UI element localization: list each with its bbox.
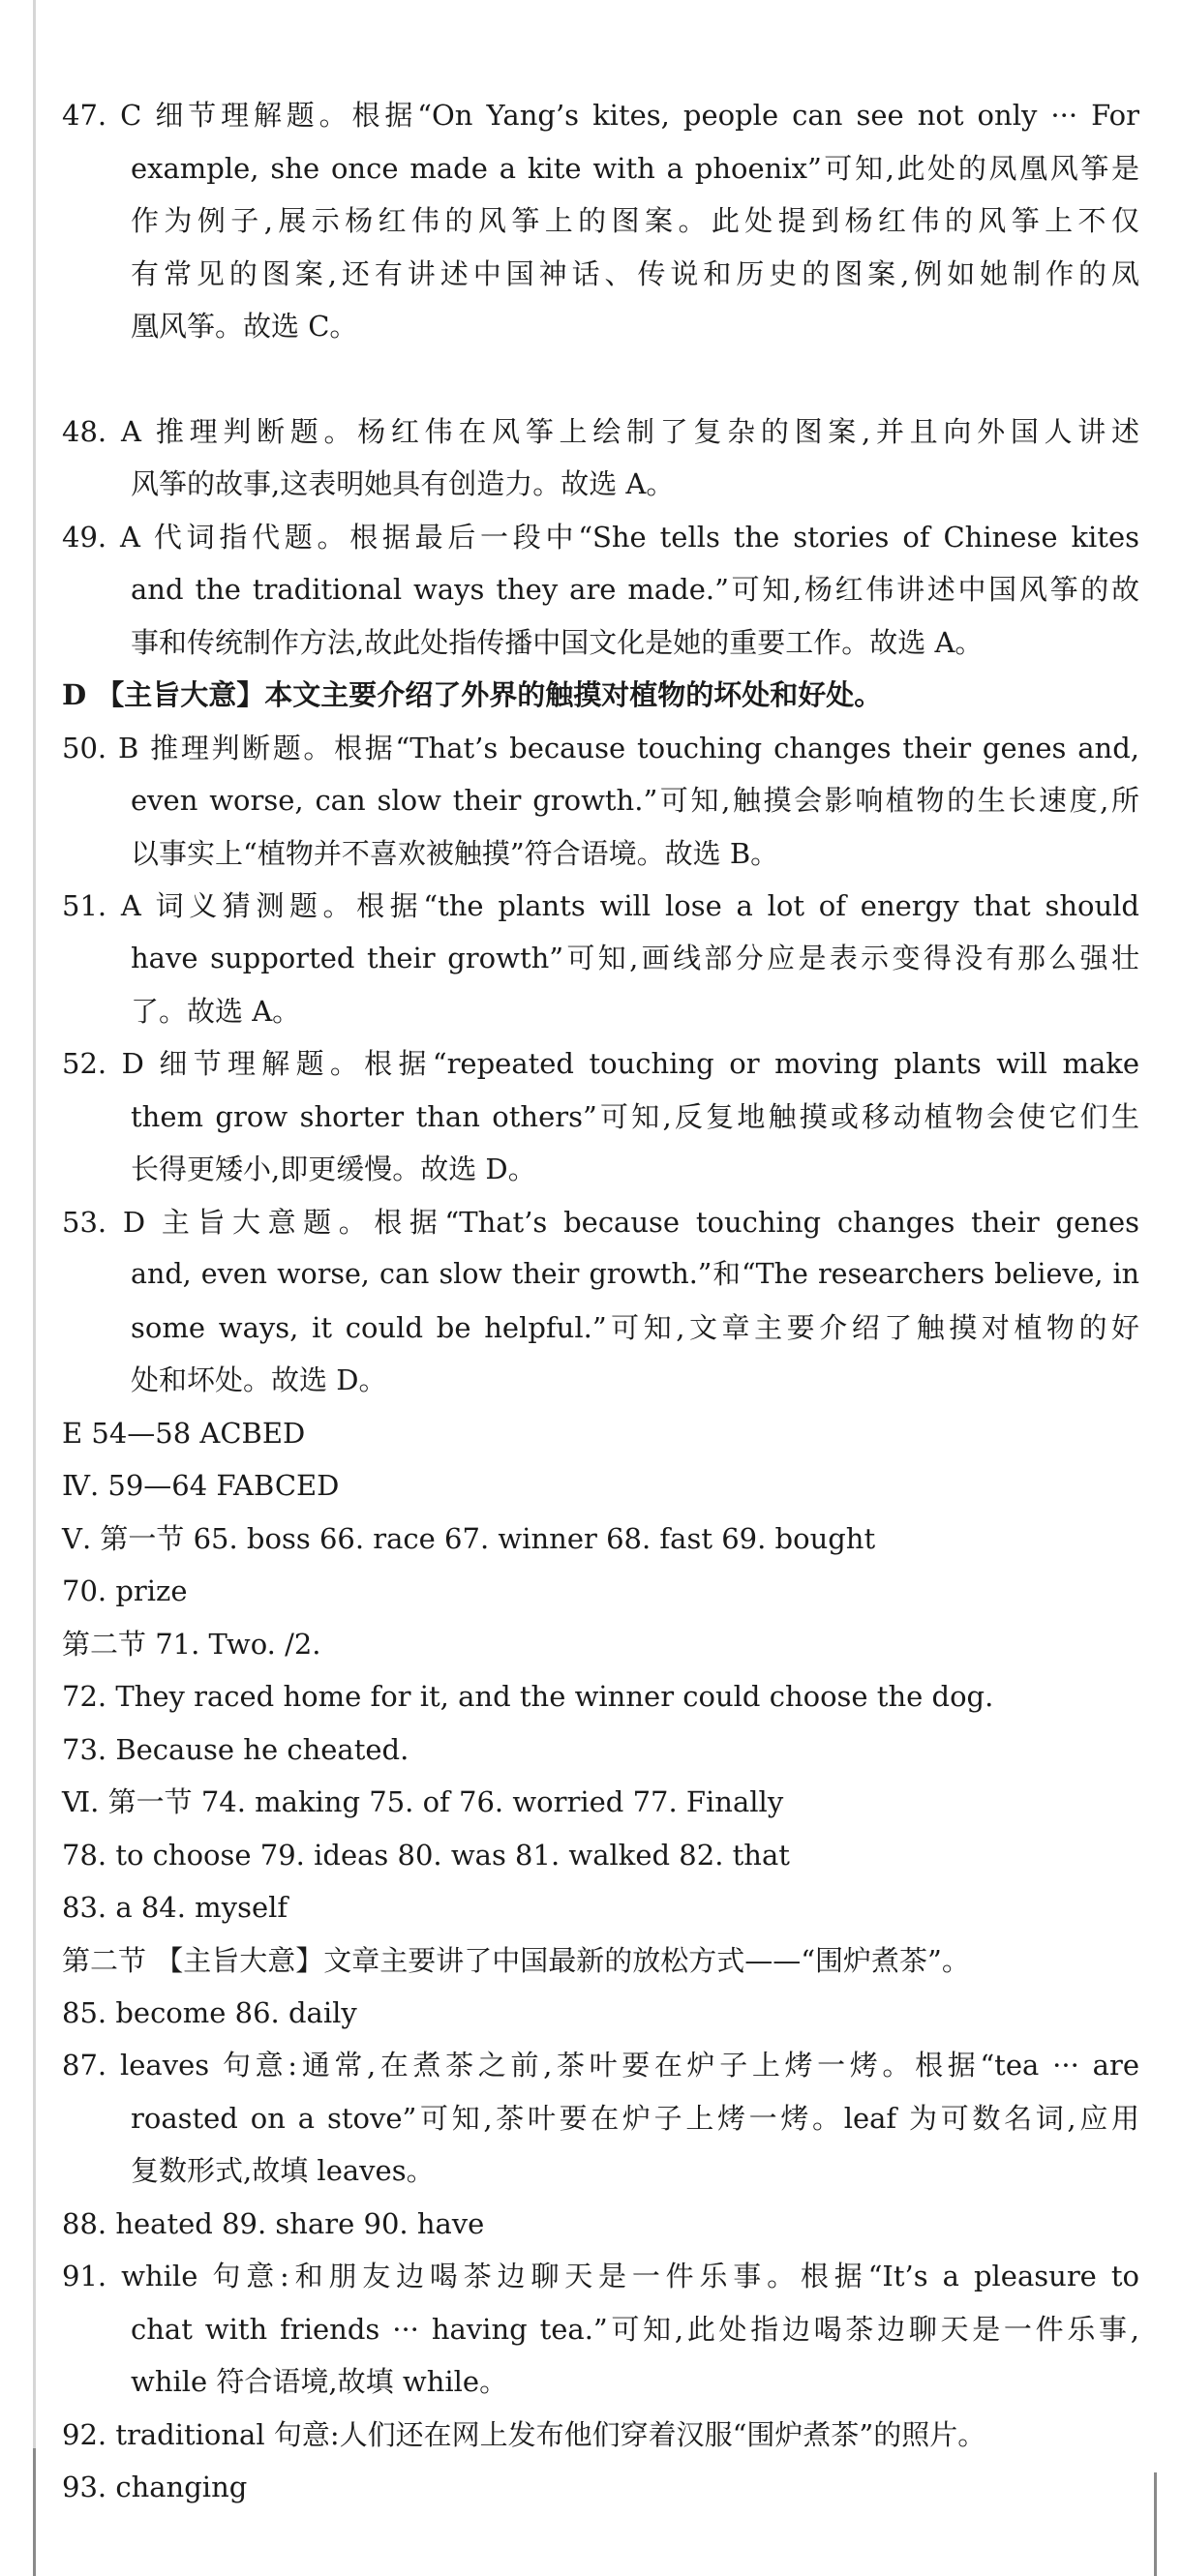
answer-line: 83. a 84. myself <box>62 1891 288 1924</box>
answer-line: them grow shorter than others”可知,反复地触摸或移动植物会使它们生 <box>131 1100 1139 1133</box>
answer-line: 93. changing <box>62 2471 248 2503</box>
answer-line: example, she once made a kite with a phoenix”可知,此处的凤凰风筝是 <box>131 152 1139 185</box>
page-edge-right <box>1154 2472 1157 2576</box>
answer-line: Ⅴ. 第一节 65. boss 66. race 67. winner 68. fast 69. bought <box>62 1522 876 1555</box>
answer-line: 47. C 细节理解题。根据“On Yang’s kites, people can see not only ··· For <box>62 99 1139 132</box>
answer-line: Ⅵ. 第一节 74. making 75. of 76. worried 77. Finally <box>62 1785 784 1818</box>
answer-line: 53. D 主旨大意题。根据“That’s because touching changes their genes <box>62 1206 1139 1239</box>
answer-line: 51. A 词义猜测题。根据“the plants will lose a lot of energy that should <box>62 889 1139 922</box>
answer-line: 风筝的故事,这表明她具有创造力。故选 A。 <box>131 467 675 500</box>
answer-line: 70. prize <box>62 1574 188 1607</box>
answer-line: have supported their growth”可知,画线部分应是表示变得没有那么强壮 <box>131 942 1139 974</box>
answer-line: 了。故选 A。 <box>131 995 301 1028</box>
answer-line: 92. traditional 句意:人们还在网上发布他们穿着汉服“围炉煮茶”的照片。 <box>62 2418 986 2451</box>
answer-line: 72. They raced home for it, and the winner could choose the dog. <box>62 1680 994 1713</box>
answer-line: 49. A 代词指代题。根据最后一段中“She tells the stories of Chinese kites <box>62 521 1139 554</box>
answer-line: chat with friends ··· having tea.”可知,此处指边喝茶边聊天是一件乐事, <box>131 2313 1139 2346</box>
answer-line: and the traditional ways they are made.”可知,杨红伟讲述中国风筝的故 <box>131 573 1139 606</box>
answer-line: 87. leaves 句意:通常,在煮茶之前,茶叶要在炉子上烤一烤。根据“tea ··· are <box>62 2049 1139 2082</box>
answer-line: 复数形式,故填 leaves。 <box>131 2154 435 2187</box>
answer-line: 88. heated 89. share 90. have <box>62 2207 485 2240</box>
answer-line: 第二节 71. Two. /2. <box>62 1628 321 1661</box>
answer-line: while 符合语境,故填 while。 <box>131 2365 508 2398</box>
answer-line: 长得更矮小,即更缓慢。故选 D。 <box>131 1153 536 1185</box>
answer-line: 凰风筝。故选 C。 <box>131 310 358 343</box>
answer-line: 48. A 推理判断题。杨红伟在风筝上绘制了复杂的图案,并且向外国人讲述 <box>62 415 1139 448</box>
answer-line: 52. D 细节理解题。根据“repeated touching or moving plants will make <box>62 1047 1139 1080</box>
section-heading: 第二节 【主旨大意】文章主要讲了中国最新的放松方式——“围炉煮茶”。 <box>62 1944 970 1977</box>
answer-line: 处和坏处。故选 D。 <box>131 1363 387 1396</box>
answer-line: roasted on a stove”可知,茶叶要在炉子上烤一烤。leaf 为可数名词,应用 <box>131 2102 1139 2135</box>
section-heading: D 【主旨大意】本文主要介绍了外界的触摸对植物的坏处和好处。 <box>62 678 883 711</box>
answer-line: 91. while 句意:和朋友边喝茶边聊天是一件乐事。根据“It’s a pleasure to <box>62 2260 1139 2292</box>
answer-line: 事和传统制作方法,故此处指传播中国文化是她的重要工作。故选 A。 <box>131 626 984 659</box>
answer-line: 78. to choose 79. ideas 80. was 81. walked 82. that <box>62 1839 790 1872</box>
answer-line: 50. B 推理判断题。根据“That’s because touching changes their genes and, <box>62 732 1139 764</box>
answer-line: even worse, can slow their growth.”可知,触摸会影响植物的生长速度,所 <box>131 784 1139 817</box>
answer-line: 73. Because he cheated. <box>62 1733 409 1766</box>
page-edge-left-bottom <box>33 2448 36 2576</box>
page-edge-left <box>33 0 36 2576</box>
answer-line: 85. become 86. daily <box>62 1996 357 2029</box>
answer-line: 以事实上“植物并不喜欢被触摸”符合语境。故选 B。 <box>131 837 779 870</box>
answer-line: Ⅳ. 59—64 FABCED <box>62 1469 340 1502</box>
answer-line: some ways, it could be helpful.”可知,文章主要介绍了触摸对植物的好 <box>131 1311 1139 1344</box>
answer-line: 有常见的图案,还有讲述中国神话、传说和历史的图案,例如她制作的凤 <box>131 257 1139 290</box>
answer-line: E 54—58 ACBED <box>62 1417 306 1450</box>
answer-line: and, even worse, can slow their growth.”和“The researchers believe, in <box>131 1258 1139 1290</box>
answer-line: 作为例子,展示杨红伟的风筝上的图案。此处提到杨红伟的风筝上不仅 <box>131 204 1139 237</box>
